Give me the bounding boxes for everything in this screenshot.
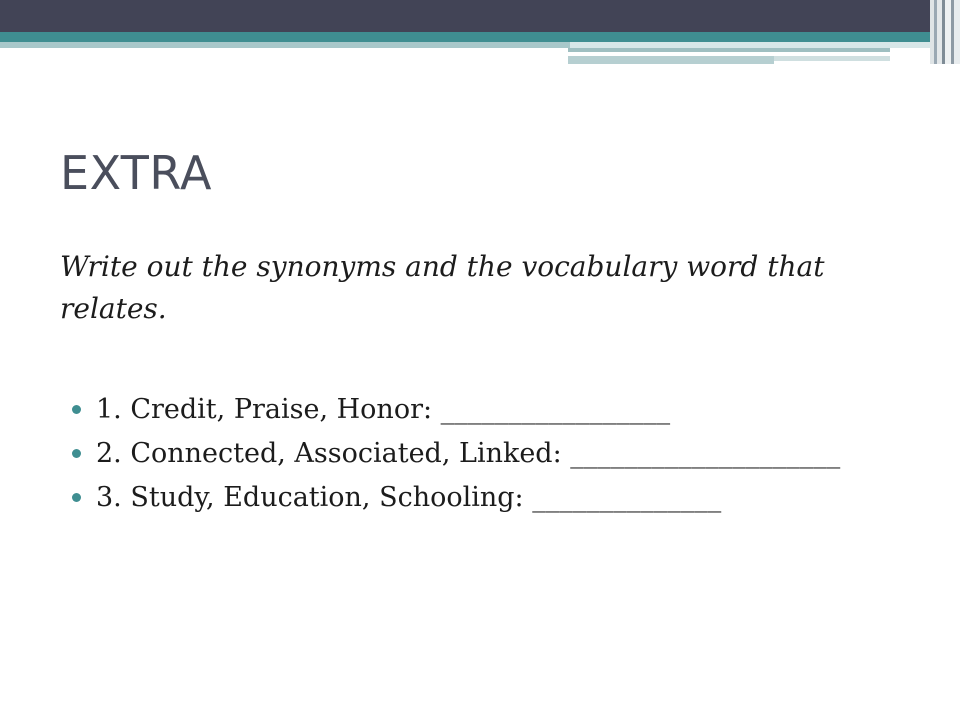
header-bar-light xyxy=(568,48,890,52)
instruction-text: Write out the synonyms and the vocabulary word that relates. xyxy=(60,250,825,325)
slide-title: EXTRA xyxy=(60,146,212,200)
answer-blank: ____________________ xyxy=(570,438,841,469)
answer-blank: _________________ xyxy=(440,394,671,425)
bullet-icon xyxy=(72,405,81,414)
question-text: 2. Connected, Associated, Linked: xyxy=(96,438,571,469)
header-bar-teal xyxy=(0,32,930,42)
question-list xyxy=(60,388,920,520)
answer-blank: ______________ xyxy=(532,482,722,513)
list-item xyxy=(60,476,920,520)
header-bar-light xyxy=(774,56,890,61)
header-vertical-stripes xyxy=(930,0,960,64)
question-text: 1. Credit, Praise, Honor: xyxy=(96,394,441,425)
header-bar-light xyxy=(568,56,774,64)
header-bar-light xyxy=(0,42,570,48)
list-item xyxy=(60,432,920,476)
question-text: 3. Study, Education, Schooling: xyxy=(96,482,533,513)
bullet-icon xyxy=(72,449,81,458)
bullet-icon xyxy=(72,493,81,502)
list-item xyxy=(60,388,920,432)
header-bar-dark xyxy=(0,0,960,32)
